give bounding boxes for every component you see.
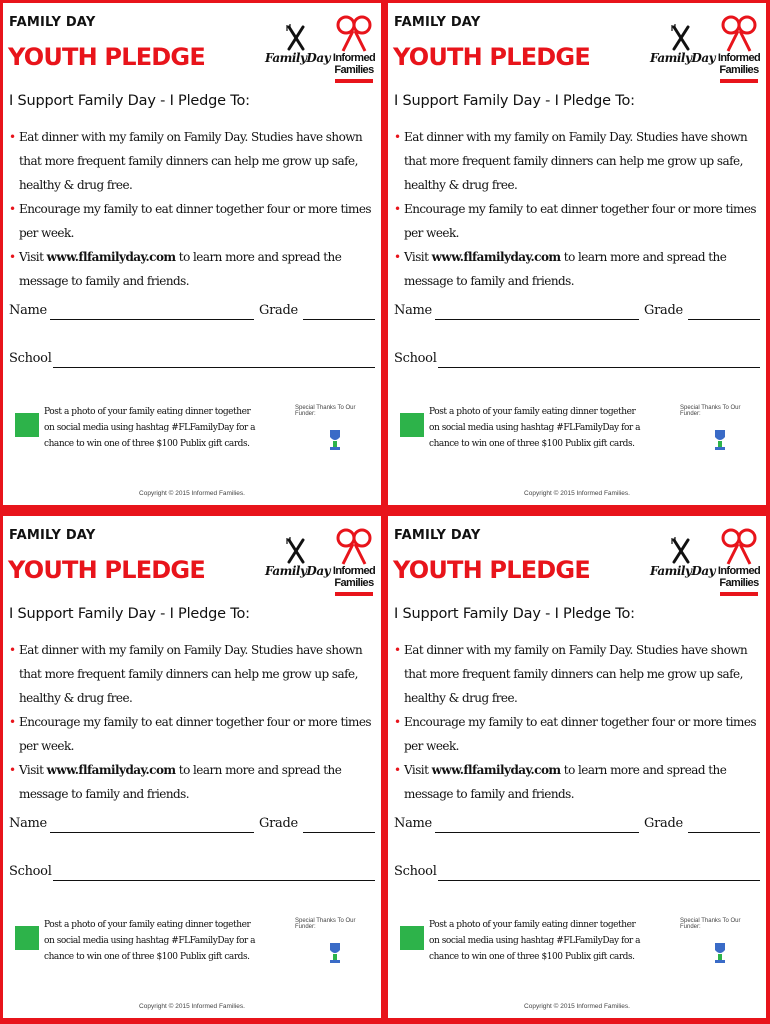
family-day-logo-text: FamilyDay	[265, 564, 331, 578]
pledge-card-3	[3, 516, 381, 1018]
family-day-logo	[650, 23, 716, 79]
funder-logo	[712, 940, 728, 968]
school-label: School	[9, 864, 52, 879]
post-photo-text: Post a photo of your family eating dinner together on social media using hashtag #FLFamilyDay for a chance to win one of three $100 Publix gift cards.	[44, 407, 256, 449]
funder-logo	[712, 427, 728, 455]
fork-knife-icon	[265, 23, 327, 53]
copyright: Copyright © 2015 Informed Families.	[139, 490, 245, 497]
pledge-list	[9, 125, 377, 293]
fork-knife-icon	[650, 23, 712, 53]
grade-label: Grade	[259, 303, 298, 318]
family-day-label: FAMILY DAY	[394, 15, 481, 30]
school-label: School	[394, 864, 437, 879]
ribbon-icon	[716, 13, 762, 53]
grade-field[interactable]	[303, 832, 375, 833]
pledge-card-1	[3, 3, 381, 505]
post-photo-text: Post a photo of your family eating dinner together on social media using hashtag #FLFamilyDay for a chance to win one of three $100 Publix gift cards.	[429, 407, 641, 449]
visit-suffix: to learn more and spread the message to family and friends.	[19, 250, 342, 288]
grade-label: Grade	[644, 303, 683, 318]
support-heading: I Support Family Day - I Pledge To:	[9, 606, 250, 622]
publix-logo-box	[400, 413, 424, 437]
family-day-logo-text: FamilyDay	[650, 51, 716, 65]
publix-logo-box	[15, 926, 39, 950]
pledge-item-encourage: • Encourage my family to eat dinner together four or more times per week.	[394, 710, 762, 758]
visit-prefix: Visit	[404, 250, 432, 264]
fork-knife-icon	[650, 536, 712, 566]
website-link[interactable]: www.flfamilyday.com	[46, 763, 176, 777]
page-title: YOUTH PLEDGE	[8, 556, 205, 584]
ribbon-icon	[716, 526, 762, 566]
funder-thanks: Special Thanks To Our Funder:	[295, 918, 356, 930]
families-text: Families	[719, 64, 759, 76]
pledge-item-dinner: • Eat dinner with my family on Family Day. Studies have shown that more frequent family dinners can help me grow up safe, healthy & drug free.	[9, 125, 377, 197]
family-day-logo	[650, 536, 716, 592]
copyright: Copyright © 2015 Informed Families.	[524, 490, 630, 497]
website-link[interactable]: www.flfamilyday.com	[431, 763, 561, 777]
family-day-label: FAMILY DAY	[394, 528, 481, 543]
website-link[interactable]: www.flfamilyday.com	[431, 250, 561, 264]
informed-families-logo	[331, 13, 377, 89]
pledge-list	[9, 638, 377, 806]
logo-underline	[335, 592, 373, 596]
publix-logo-box	[400, 926, 424, 950]
name-field[interactable]	[435, 319, 639, 320]
support-heading: I Support Family Day - I Pledge To:	[9, 93, 250, 109]
page-title: YOUTH PLEDGE	[8, 43, 205, 71]
name-field[interactable]	[50, 319, 254, 320]
grade-field[interactable]	[688, 319, 760, 320]
support-heading: I Support Family Day - I Pledge To:	[394, 93, 635, 109]
family-day-label: FAMILY DAY	[9, 15, 96, 30]
trophy-icon	[712, 940, 728, 968]
name-label: Name	[394, 816, 432, 831]
trophy-icon	[327, 427, 343, 455]
copyright: Copyright © 2015 Informed Families.	[139, 1003, 245, 1010]
school-field[interactable]	[53, 880, 375, 881]
funder-logo	[327, 940, 343, 968]
family-day-label: FAMILY DAY	[9, 528, 96, 543]
logo-underline	[720, 79, 758, 83]
pledge-item-dinner: • Eat dinner with my family on Family Day. Studies have shown that more frequent family dinners can help me grow up safe, healthy & drug free.	[9, 638, 377, 710]
visit-prefix: Visit	[19, 250, 47, 264]
pledge-item-visit	[9, 245, 377, 293]
pledge-card-2	[388, 3, 766, 505]
family-day-logo-text: FamilyDay	[650, 564, 716, 578]
funder-thanks: Special Thanks To Our Funder:	[295, 405, 356, 417]
ribbon-icon	[331, 526, 377, 566]
pledge-item-visit	[394, 245, 762, 293]
support-heading: I Support Family Day - I Pledge To:	[394, 606, 635, 622]
trophy-icon	[712, 427, 728, 455]
informed-text: Informed	[332, 565, 376, 577]
visit-prefix: Visit	[404, 763, 432, 777]
funder-thanks: Special Thanks To Our Funder:	[680, 918, 741, 930]
page-title: YOUTH PLEDGE	[393, 556, 590, 584]
visit-suffix: to learn more and spread the message to family and friends.	[404, 250, 727, 288]
funder-logo	[327, 427, 343, 455]
school-field[interactable]	[438, 367, 760, 368]
name-label: Name	[394, 303, 432, 318]
pledge-item-encourage: • Encourage my family to eat dinner together four or more times per week.	[9, 710, 377, 758]
families-text: Families	[334, 64, 374, 76]
informed-families-logo	[716, 13, 762, 89]
school-field[interactable]	[438, 880, 760, 881]
pledge-item-encourage: • Encourage my family to eat dinner together four or more times per week.	[394, 197, 762, 245]
logo-underline	[720, 592, 758, 596]
fork-knife-icon	[265, 536, 327, 566]
school-label: School	[9, 351, 52, 366]
school-field[interactable]	[53, 367, 375, 368]
visit-prefix: Visit	[19, 763, 47, 777]
family-day-logo	[265, 23, 331, 79]
pledge-item-encourage: • Encourage my family to eat dinner together four or more times per week.	[9, 197, 377, 245]
pledge-list	[394, 125, 762, 293]
logo-underline	[335, 79, 373, 83]
families-text: Families	[334, 577, 374, 589]
family-day-logo-text: FamilyDay	[265, 51, 331, 65]
page-title: YOUTH PLEDGE	[393, 43, 590, 71]
grade-field[interactable]	[303, 319, 375, 320]
grade-label: Grade	[259, 816, 298, 831]
trophy-icon	[327, 940, 343, 968]
informed-text: Informed	[332, 52, 376, 64]
pledge-card-4	[388, 516, 766, 1018]
pledge-item-visit	[9, 758, 377, 806]
pledge-item-dinner: • Eat dinner with my family on Family Day. Studies have shown that more frequent family dinners can help me grow up safe, healthy & drug free.	[394, 638, 762, 710]
school-label: School	[394, 351, 437, 366]
family-day-logo	[265, 536, 331, 592]
informed-text: Informed	[717, 52, 761, 64]
informed-text: Informed	[717, 565, 761, 577]
visit-suffix: to learn more and spread the message to family and friends.	[404, 763, 727, 801]
pledge-item-dinner: • Eat dinner with my family on Family Day. Studies have shown that more frequent family dinners can help me grow up safe, healthy & drug free.	[394, 125, 762, 197]
name-label: Name	[9, 816, 47, 831]
visit-suffix: to learn more and spread the message to family and friends.	[19, 763, 342, 801]
post-photo-text: Post a photo of your family eating dinner together on social media using hashtag #FLFamilyDay for a chance to win one of three $100 Publix gift cards.	[429, 920, 641, 962]
funder-thanks: Special Thanks To Our Funder:	[680, 405, 741, 417]
families-text: Families	[719, 577, 759, 589]
pledge-item-visit	[394, 758, 762, 806]
publix-logo-box	[15, 413, 39, 437]
name-label: Name	[9, 303, 47, 318]
informed-families-logo	[716, 526, 762, 602]
name-field[interactable]	[435, 832, 639, 833]
pledge-list	[394, 638, 762, 806]
ribbon-icon	[331, 13, 377, 53]
copyright: Copyright © 2015 Informed Families.	[524, 1003, 630, 1010]
name-field[interactable]	[50, 832, 254, 833]
website-link[interactable]: www.flfamilyday.com	[46, 250, 176, 264]
informed-families-logo	[331, 526, 377, 602]
post-photo-text: Post a photo of your family eating dinner together on social media using hashtag #FLFamilyDay for a chance to win one of three $100 Publix gift cards.	[44, 920, 256, 962]
grade-label: Grade	[644, 816, 683, 831]
grade-field[interactable]	[688, 832, 760, 833]
